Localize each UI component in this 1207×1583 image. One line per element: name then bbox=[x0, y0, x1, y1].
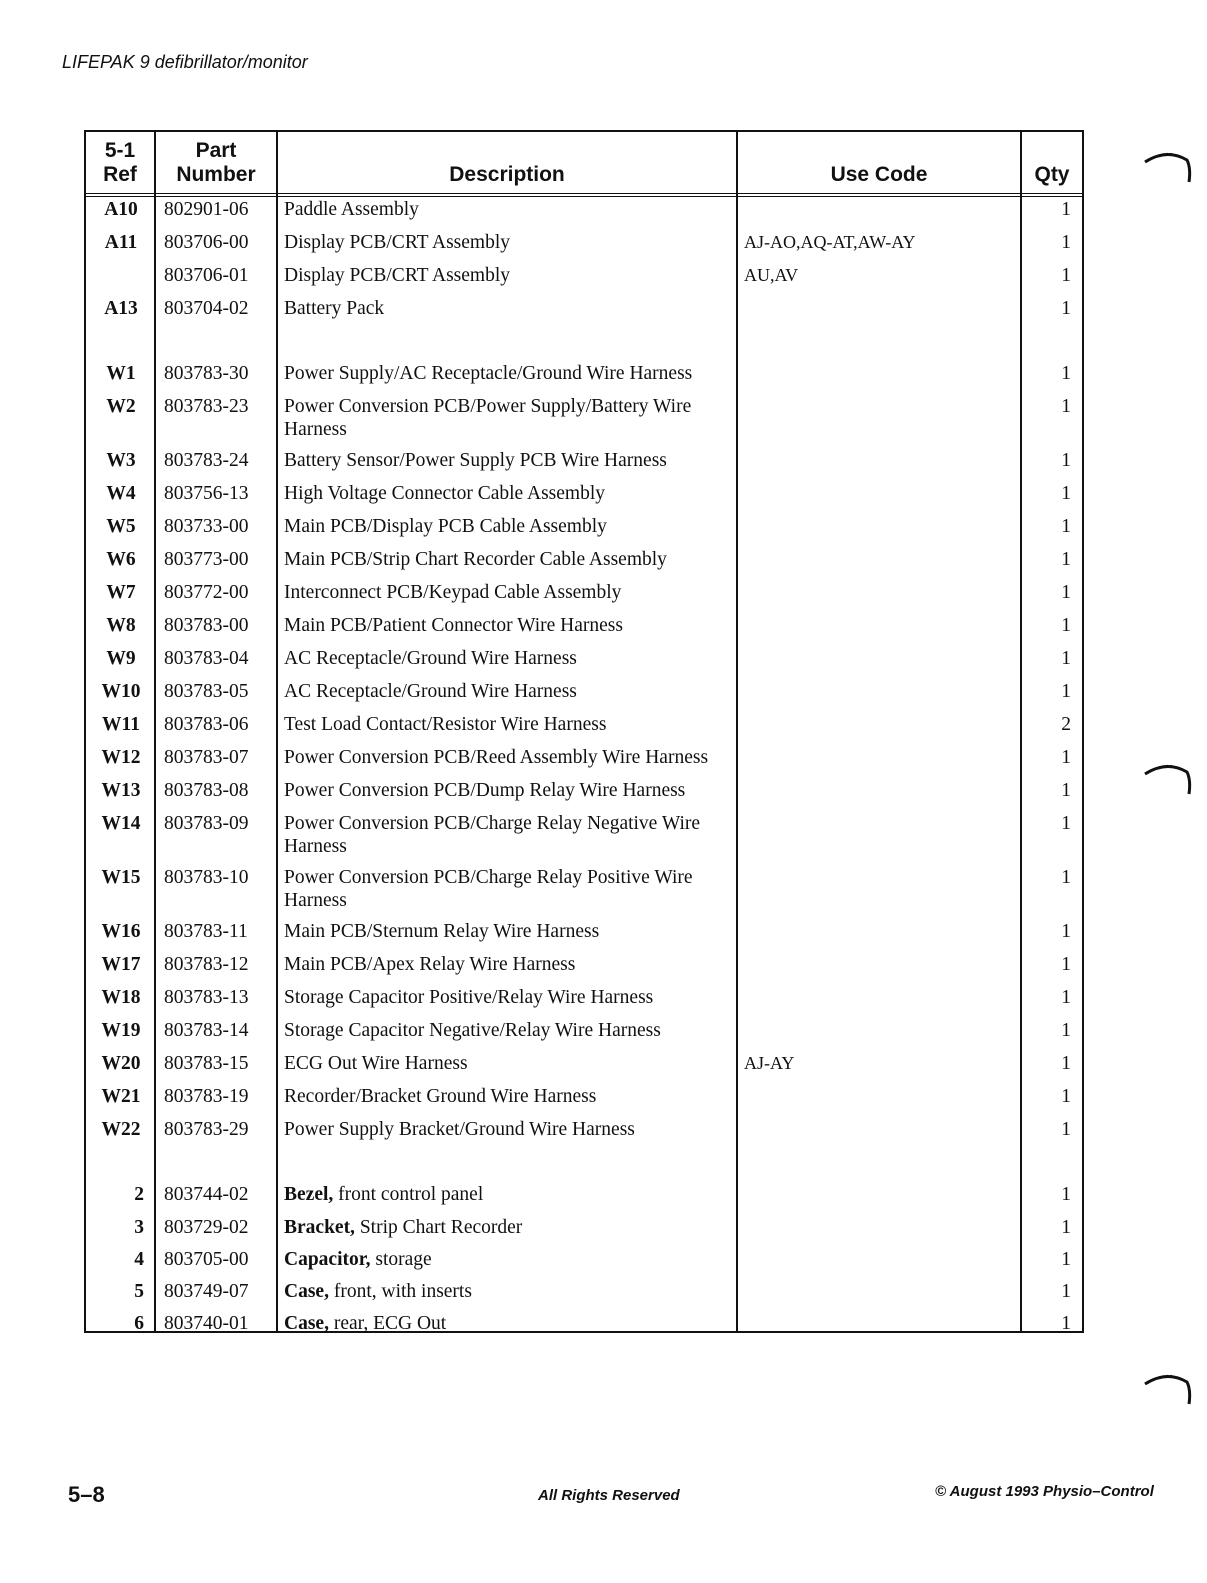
cell-part-number: 803783-09 bbox=[164, 813, 249, 834]
description-text: Battery Sensor/Power Supply PCB Wire Harness bbox=[284, 450, 667, 471]
cell-qty: 1 bbox=[1061, 1053, 1071, 1074]
cell-description bbox=[284, 297, 724, 320]
cell-qty: 1 bbox=[1061, 483, 1071, 504]
cell-qty: 1 bbox=[1061, 954, 1071, 975]
cell-part-number: 803733-00 bbox=[164, 516, 249, 537]
header-text: Number bbox=[176, 163, 256, 186]
cell-qty: 1 bbox=[1061, 1086, 1071, 1107]
description-text: Storage Capacitor Positive/Relay Wire Harness bbox=[284, 987, 654, 1008]
cell-ref: W12 bbox=[101, 747, 141, 768]
cell-description bbox=[284, 1052, 724, 1075]
description-text: Battery Pack bbox=[284, 298, 385, 319]
cell-ref: W20 bbox=[101, 1053, 141, 1074]
cell-part-number: 803783-15 bbox=[164, 1053, 249, 1074]
cell-qty: 1 bbox=[1061, 265, 1071, 286]
cell-ref: A13 bbox=[104, 298, 138, 319]
cell-qty: 1 bbox=[1061, 867, 1071, 888]
cell-part-number: 803783-30 bbox=[164, 363, 249, 384]
cell-description bbox=[284, 779, 724, 802]
description-text: Main PCB/Strip Chart Recorder Cable Assembly bbox=[284, 549, 667, 570]
cell-part-number: 803704-02 bbox=[164, 298, 249, 319]
column-header-description bbox=[278, 132, 736, 193]
description-text: Power Supply/AC Receptacle/Ground Wire Harness bbox=[284, 363, 693, 384]
description-text: Main PCB/Patient Connector Wire Harness bbox=[284, 615, 623, 636]
cell-qty: 1 bbox=[1061, 921, 1071, 942]
cell-qty: 1 bbox=[1061, 516, 1071, 537]
cell-ref: W21 bbox=[101, 1086, 141, 1107]
cell-ref: W11 bbox=[102, 714, 140, 735]
description-text: Interconnect PCB/Keypad Cable Assembly bbox=[284, 582, 622, 603]
cell-description bbox=[284, 680, 724, 703]
cell-part-number: 803783-04 bbox=[164, 648, 249, 669]
cell-description bbox=[284, 1118, 724, 1141]
description-text: Main PCB/Apex Relay Wire Harness bbox=[284, 954, 576, 975]
cell-qty: 1 bbox=[1061, 363, 1071, 384]
description-text: Power Conversion PCB/Power Supply/Battery Wire Harness bbox=[284, 396, 697, 440]
cell-ref: 2 bbox=[134, 1184, 144, 1205]
cell-qty: 1 bbox=[1061, 987, 1071, 1008]
description-text: AC Receptacle/Ground Wire Harness bbox=[284, 681, 577, 702]
cell-qty: 1 bbox=[1061, 450, 1071, 471]
description-text: front control panel bbox=[333, 1184, 484, 1205]
cell-qty: 1 bbox=[1061, 396, 1071, 417]
cell-ref: W13 bbox=[101, 780, 141, 801]
copyright-notice: © August 1993 Physio–Control bbox=[935, 1483, 1154, 1500]
cell-qty: 1 bbox=[1061, 1217, 1071, 1238]
cell-part-number: 803783-13 bbox=[164, 987, 249, 1008]
cell-part-number: 803744-02 bbox=[164, 1184, 249, 1205]
cell-qty: 1 bbox=[1061, 1119, 1071, 1140]
description-text: Paddle Assembly bbox=[284, 199, 419, 220]
cell-ref: W6 bbox=[106, 549, 136, 570]
cell-ref: W9 bbox=[106, 648, 136, 669]
cell-part-number: 803749-07 bbox=[164, 1281, 249, 1302]
cell-ref: W8 bbox=[106, 615, 136, 636]
cell-ref: W4 bbox=[106, 483, 136, 504]
document-header: LIFEPAK 9 defibrillator/monitor bbox=[62, 52, 308, 72]
cell-part-number: 803783-10 bbox=[164, 867, 249, 888]
cell-use-code: AU,AV bbox=[744, 265, 799, 285]
column-header-qty bbox=[1022, 132, 1082, 193]
cell-use-code: AJ-AY bbox=[744, 1053, 795, 1073]
description-text: Power Conversion PCB/Charge Relay Positive Wire Harness bbox=[284, 867, 698, 911]
description-text: Storage Capacitor Negative/Relay Wire Harness bbox=[284, 1020, 661, 1041]
cell-description bbox=[284, 1019, 724, 1042]
cell-qty: 1 bbox=[1061, 780, 1071, 801]
cell-description bbox=[284, 866, 724, 912]
cell-part-number: 803772-00 bbox=[164, 582, 249, 603]
cell-part-number: 803783-07 bbox=[164, 747, 249, 768]
cell-description bbox=[284, 713, 724, 736]
header-text: 5-1 bbox=[104, 139, 136, 162]
cell-part-number: 803783-24 bbox=[164, 450, 249, 471]
cell-description bbox=[284, 548, 724, 571]
description-text: Recorder/Bracket Ground Wire Harness bbox=[284, 1086, 597, 1107]
description-text: Strip Chart Recorder bbox=[354, 1217, 523, 1238]
page-number: 5–8 bbox=[68, 1482, 105, 1507]
cell-qty: 1 bbox=[1061, 1249, 1071, 1270]
cell-use-code: AJ-AO,AQ-AT,AW-AY bbox=[744, 232, 916, 252]
cell-qty: 1 bbox=[1061, 232, 1071, 253]
rights-notice: All Rights Reserved bbox=[538, 1487, 680, 1504]
cell-ref: W16 bbox=[101, 921, 141, 942]
cell-ref: 5 bbox=[134, 1281, 144, 1302]
description-text: Power Conversion PCB/Dump Relay Wire Harness bbox=[284, 780, 686, 801]
description-text: rear, ECG Out bbox=[328, 1313, 447, 1334]
description-text: Display PCB/CRT Assembly bbox=[284, 265, 511, 286]
cell-part-number: 803783-19 bbox=[164, 1086, 249, 1107]
parts-table bbox=[84, 130, 1084, 1333]
description-text: Main PCB/Display PCB Cable Assembly bbox=[284, 516, 607, 537]
cell-part-number: 803706-01 bbox=[164, 265, 249, 286]
cell-description bbox=[284, 986, 724, 1009]
cell-part-number: 803729-02 bbox=[164, 1217, 249, 1238]
description-text: High Voltage Connector Cable Assembly bbox=[284, 483, 605, 504]
cell-description bbox=[284, 198, 724, 221]
cell-ref: W5 bbox=[106, 516, 136, 537]
cell-ref: W14 bbox=[101, 813, 141, 834]
cell-description bbox=[284, 1248, 724, 1271]
cell-description bbox=[284, 1085, 724, 1108]
cell-ref: W15 bbox=[101, 867, 141, 888]
cell-part-number: 803783-05 bbox=[164, 681, 249, 702]
cell-part-number: 803756-13 bbox=[164, 483, 249, 504]
cell-ref: A10 bbox=[104, 199, 138, 220]
header-text: Ref bbox=[103, 163, 137, 186]
description-text: front, with inserts bbox=[328, 1281, 472, 1302]
column-header-ref bbox=[86, 132, 154, 193]
cell-qty: 2 bbox=[1061, 714, 1071, 735]
cell-description bbox=[284, 515, 724, 538]
cell-qty: 1 bbox=[1061, 298, 1071, 319]
column-header-part-number bbox=[156, 132, 276, 193]
description-text: Main PCB/Sternum Relay Wire Harness bbox=[284, 921, 600, 942]
cell-part-number: 803783-00 bbox=[164, 615, 249, 636]
description-keyword: Bezel, bbox=[284, 1184, 334, 1205]
cell-part-number: 803783-23 bbox=[164, 396, 249, 417]
cell-qty: 1 bbox=[1061, 1020, 1071, 1041]
cell-part-number: 803706-00 bbox=[164, 232, 249, 253]
cell-qty: 1 bbox=[1061, 199, 1071, 220]
header-text: Part bbox=[195, 139, 237, 162]
description-text: Power Supply Bracket/Ground Wire Harness bbox=[284, 1119, 635, 1140]
cell-ref: 4 bbox=[134, 1249, 144, 1270]
cell-ref: W3 bbox=[106, 450, 136, 471]
cell-part-number: 803773-00 bbox=[164, 549, 249, 570]
cell-part-number: 803740-01 bbox=[164, 1313, 249, 1334]
cell-ref: W17 bbox=[101, 954, 141, 975]
cell-description bbox=[284, 647, 724, 670]
cell-qty: 1 bbox=[1061, 1184, 1071, 1205]
cell-ref: W18 bbox=[101, 987, 141, 1008]
cell-ref: W1 bbox=[106, 363, 136, 384]
cell-description bbox=[284, 395, 724, 441]
cell-qty: 1 bbox=[1061, 549, 1071, 570]
cell-ref: W19 bbox=[101, 1020, 141, 1041]
cell-part-number: 803783-08 bbox=[164, 780, 249, 801]
description-keyword: Case, bbox=[284, 1281, 329, 1302]
cell-description bbox=[284, 581, 724, 604]
description-keyword: Bracket, bbox=[284, 1217, 355, 1238]
cell-ref: 3 bbox=[134, 1217, 144, 1238]
cell-part-number: 803783-14 bbox=[164, 1020, 249, 1041]
cell-part-number: 803783-29 bbox=[164, 1119, 249, 1140]
cell-qty: 1 bbox=[1061, 615, 1071, 636]
cell-description bbox=[284, 362, 724, 385]
column-divider bbox=[736, 132, 738, 1331]
description-keyword: Capacitor, bbox=[284, 1249, 371, 1270]
header-separator bbox=[86, 193, 1082, 197]
cell-description bbox=[284, 1280, 724, 1303]
binder-tab-mark-icon bbox=[1137, 752, 1197, 802]
cell-qty: 1 bbox=[1061, 1281, 1071, 1302]
description-text: Power Conversion PCB/Charge Relay Negative Wire Harness bbox=[284, 813, 705, 857]
cell-part-number: 803783-12 bbox=[164, 954, 249, 975]
cell-ref: W22 bbox=[101, 1119, 141, 1140]
cell-ref: 6 bbox=[134, 1313, 144, 1334]
binder-tab-mark-icon bbox=[1137, 140, 1197, 190]
cell-description bbox=[284, 953, 724, 976]
cell-description bbox=[284, 1216, 724, 1239]
cell-description bbox=[284, 449, 724, 472]
cell-description bbox=[284, 920, 724, 943]
cell-qty: 1 bbox=[1061, 582, 1071, 603]
cell-part-number: 802901-06 bbox=[164, 199, 249, 220]
cell-part-number: 803783-11 bbox=[164, 921, 248, 942]
cell-part-number: 803783-06 bbox=[164, 714, 249, 735]
cell-ref: A11 bbox=[104, 232, 138, 253]
description-text: storage bbox=[370, 1249, 432, 1270]
cell-description bbox=[284, 746, 724, 769]
cell-qty: 1 bbox=[1061, 1313, 1071, 1334]
cell-qty: 1 bbox=[1061, 681, 1071, 702]
cell-part-number: 803705-00 bbox=[164, 1249, 249, 1270]
header-text: Use Code bbox=[830, 163, 928, 186]
cell-description bbox=[284, 264, 724, 287]
cell-qty: 1 bbox=[1061, 813, 1071, 834]
description-text: Test Load Contact/Resistor Wire Harness bbox=[284, 714, 607, 735]
cell-qty: 1 bbox=[1061, 648, 1071, 669]
cell-description bbox=[284, 812, 724, 858]
cell-description bbox=[284, 1183, 724, 1206]
cell-qty: 1 bbox=[1061, 747, 1071, 768]
cell-description bbox=[284, 231, 724, 254]
description-text: Display PCB/CRT Assembly bbox=[284, 232, 511, 253]
description-text: ECG Out Wire Harness bbox=[284, 1053, 468, 1074]
cell-ref: W10 bbox=[101, 681, 141, 702]
description-keyword: Case, bbox=[284, 1313, 329, 1334]
description-text: AC Receptacle/Ground Wire Harness bbox=[284, 648, 577, 669]
binder-tab-mark-icon bbox=[1137, 1362, 1197, 1412]
header-text: Qty bbox=[1034, 163, 1070, 186]
cell-description bbox=[284, 614, 724, 637]
cell-description bbox=[284, 1312, 724, 1335]
cell-ref: W7 bbox=[106, 582, 136, 603]
cell-description bbox=[284, 482, 724, 505]
column-header-use-code bbox=[738, 132, 1020, 193]
cell-ref: W2 bbox=[106, 396, 136, 417]
header-text: Description bbox=[449, 163, 565, 186]
description-text: Power Conversion PCB/Reed Assembly Wire Harness bbox=[284, 747, 709, 768]
